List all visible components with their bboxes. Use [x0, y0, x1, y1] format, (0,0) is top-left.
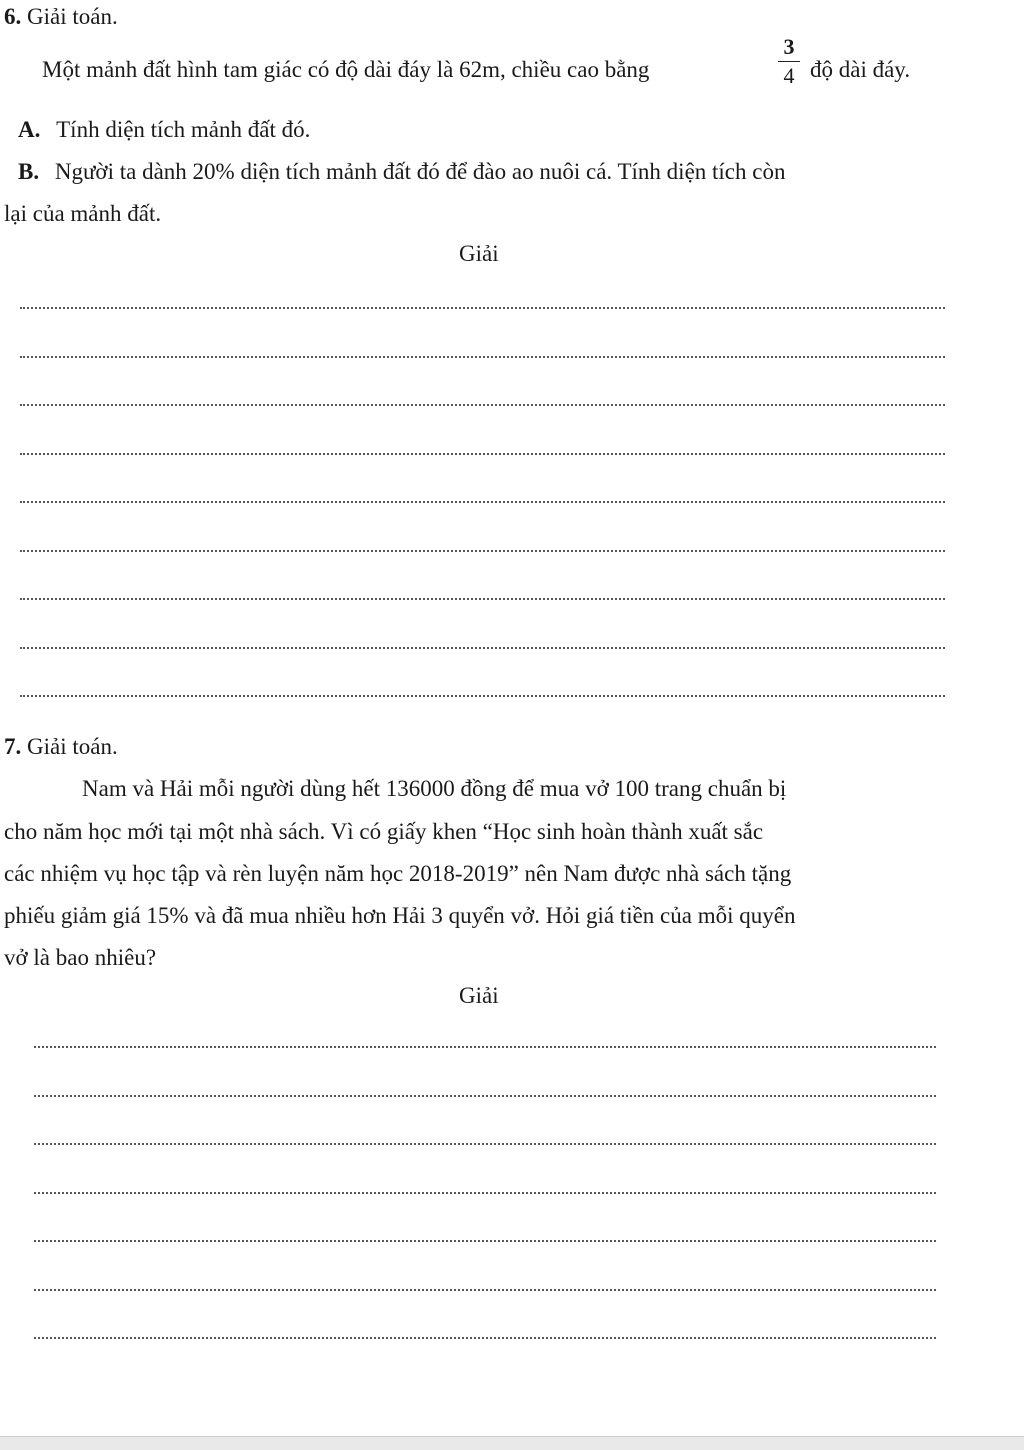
q7-solution-heading: Giải — [459, 983, 499, 1008]
q6-part-b — [18, 158, 785, 186]
q6-part-b-text-line2: lại của mảnh đất. — [4, 201, 162, 226]
q6-part-b-text-line1: Người ta dành 20% diện tích mảnh đất đó để đào ao nuôi cá. Tính diện tích còn — [54, 159, 786, 184]
q6-part-a-text: Tính diện tích mảnh đất đó. — [56, 117, 311, 142]
q6-part-a — [18, 116, 310, 144]
q6-title: Giải toán. — [27, 4, 118, 29]
answer-line — [34, 1095, 936, 1097]
answer-line — [20, 453, 945, 455]
q6-heading — [4, 3, 118, 31]
q6-fraction — [776, 34, 802, 89]
q6-intro-before-fraction: Một mảnh đất hình tam giác có độ dài đáy là 62m, chiều cao bằng — [42, 57, 650, 82]
answer-line — [20, 404, 945, 406]
answer-line — [34, 1289, 936, 1291]
q6-fraction-denominator: 4 — [783, 63, 795, 88]
answer-line — [20, 598, 945, 600]
answer-line — [34, 1192, 936, 1194]
q7-paragraph-line: vở là bao nhiêu? — [4, 945, 157, 970]
answer-line — [20, 550, 945, 552]
answer-line — [20, 307, 945, 309]
answer-line — [34, 1240, 936, 1242]
answer-line — [20, 356, 945, 358]
q7-heading — [4, 733, 118, 761]
q6-part-a-label: A. — [18, 117, 41, 142]
q7-title: Giải toán. — [27, 734, 118, 759]
answer-line — [20, 695, 945, 697]
q7-paragraph-line: các nhiệm vụ học tập và rèn luyện năm học 2018-2019” nên Nam được nhà sách tặng — [4, 861, 792, 886]
answer-line — [20, 647, 945, 649]
answer-line — [20, 501, 945, 503]
answer-line — [34, 1143, 936, 1145]
answer-line — [34, 1337, 936, 1339]
q6-fraction-bar — [778, 61, 800, 62]
q7-paragraph-line: Nam và Hải mỗi người dùng hết 136000 đồng để mua vở 100 trang chuẩn bị — [82, 776, 787, 801]
q6-number: 6. — [4, 4, 22, 29]
answer-line — [34, 1046, 936, 1048]
page-bottom-edge — [0, 1436, 1024, 1450]
q6-solution-heading: Giải — [459, 241, 499, 266]
q7-number: 7. — [4, 734, 22, 759]
q7-paragraph-line: phiếu giảm giá 15% và đã mua nhiều hơn Hải 3 quyển vở. Hỏi giá tiền của mỗi quyển — [4, 903, 796, 928]
q6-intro-after-fraction: độ dài đáy. — [810, 57, 911, 82]
q7-paragraph-line: cho năm học mới tại một nhà sách. Vì có giấy khen “Học sinh hoàn thành xuất sắc — [4, 819, 764, 844]
q6-part-b-label: B. — [18, 159, 40, 184]
q6-fraction-numerator: 3 — [783, 34, 795, 59]
